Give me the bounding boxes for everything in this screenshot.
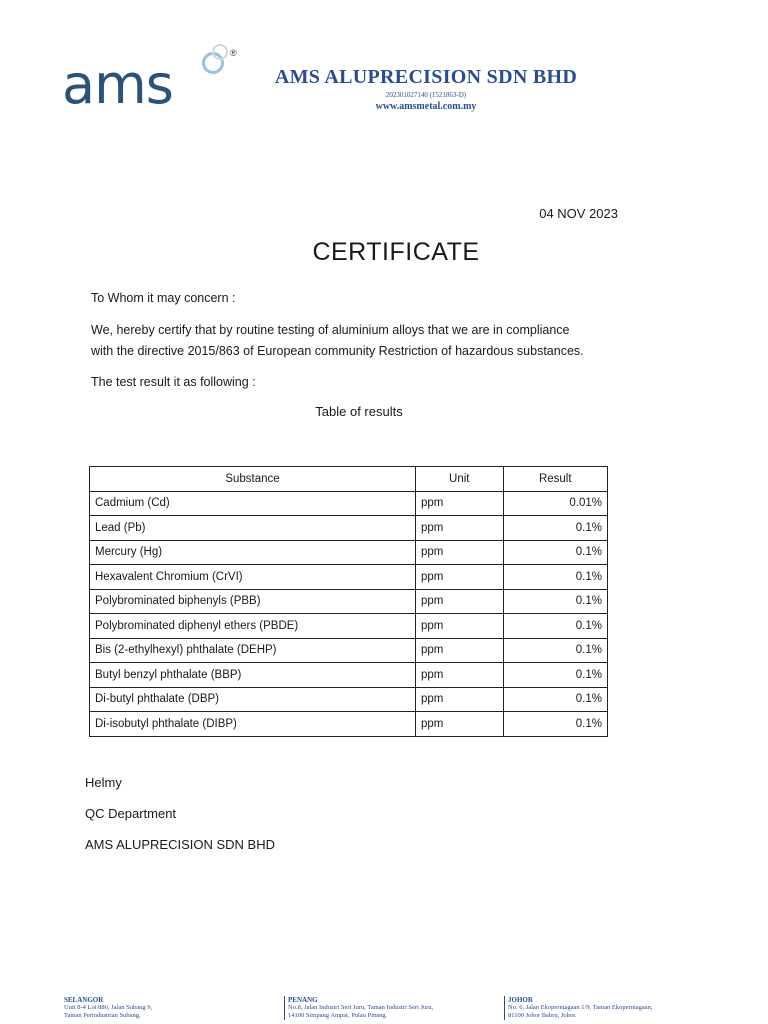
table-row [90, 540, 608, 565]
result-cell: 0.1% [503, 614, 607, 639]
unit-cell: ppm [415, 687, 503, 712]
table-row [90, 663, 608, 688]
company-header [266, 66, 586, 112]
result-cell: 0.01% [503, 491, 607, 516]
footer-branch-name: JOHOR [508, 996, 533, 1004]
table-row [90, 712, 608, 737]
table-row [90, 614, 608, 639]
footer-address-line: No.8, Jalan Industri Seri Juru, Taman Industri Seri Juru, [288, 1004, 434, 1011]
signatory-name: Helmy [85, 775, 122, 790]
header-unit: Unit [415, 467, 503, 492]
footer-address-line: No. 6, Jalan Ekoperniagaan 1/9, Taman Ekoperniagaan, [508, 1004, 653, 1011]
unit-cell: ppm [415, 491, 503, 516]
unit-cell: ppm [415, 565, 503, 590]
table-row [90, 516, 608, 541]
table-row [90, 491, 608, 516]
substance-cell: Lead (Pb) [90, 516, 416, 541]
substance-cell: Polybrominated diphenyl ethers (PBDE) [90, 614, 416, 639]
footer-address-penang [284, 996, 495, 1020]
result-cell: 0.1% [503, 540, 607, 565]
signatory-department: QC Department [85, 806, 177, 821]
table-row [90, 589, 608, 614]
test-intro: The test result it as following : [91, 375, 256, 389]
result-cell: 0.1% [503, 589, 607, 614]
header-result: Result [503, 467, 607, 492]
header-substance: Substance [90, 467, 416, 492]
certification-statement [91, 320, 671, 362]
substance-cell: Butyl benzyl phthalate (BBP) [90, 663, 416, 688]
document-date: 04 NOV 2023 [539, 206, 618, 221]
result-cell: 0.1% [503, 638, 607, 663]
unit-cell: ppm [415, 638, 503, 663]
footer-address-line: 81100 Johor Bahru, Johor. [508, 1012, 577, 1019]
result-cell: 0.1% [503, 687, 607, 712]
substance-cell: Bis (2-ethylhexyl) phthalate (DEHP) [90, 638, 416, 663]
footer-address-johor [504, 996, 715, 1020]
footer-branch-name: PENANG [288, 996, 318, 1004]
footer-address-line: Taman Perindustrian Subang, [64, 1012, 141, 1019]
substance-cell: Di-butyl phthalate (DBP) [90, 687, 416, 712]
statement-line-1: We, hereby certify that by routine testing of aluminium alloys that we are in compliance [91, 323, 570, 337]
unit-cell: ppm [415, 712, 503, 737]
footer-branch-name: SELANGOR [64, 996, 104, 1004]
statement-line-2: with the directive 2015/863 of European community Restriction of hazardous substances. [91, 344, 584, 358]
unit-cell: ppm [415, 589, 503, 614]
logo-ring-small-icon [212, 44, 228, 60]
substance-cell: Cadmium (Cd) [90, 491, 416, 516]
registered-mark: ® [230, 48, 237, 58]
unit-cell: ppm [415, 516, 503, 541]
unit-cell: ppm [415, 614, 503, 639]
substance-cell: Polybrominated biphenyls (PBB) [90, 589, 416, 614]
table-row [90, 565, 608, 590]
result-cell: 0.1% [503, 516, 607, 541]
table-row [90, 638, 608, 663]
result-cell: 0.1% [503, 565, 607, 590]
footer-address-line: Unit 8-4 Lot 886, Jalan Subang 9, [64, 1004, 153, 1011]
table-title: Table of results [315, 404, 403, 419]
document-title: CERTIFICATE [312, 238, 480, 266]
signatory-company: AMS ALUPRECISION SDN BHD [85, 837, 275, 850]
table-row [90, 687, 608, 712]
substance-cell: Mercury (Hg) [90, 540, 416, 565]
results-table [89, 466, 608, 737]
result-cell: 0.1% [503, 712, 607, 737]
footer-addresses [64, 996, 744, 1024]
company-website: www.amsmetal.com.my [375, 101, 477, 112]
logo-wordmark: ams [62, 53, 173, 116]
unit-cell: ppm [415, 540, 503, 565]
substance-cell: Di-isobutyl phthalate (DIBP) [90, 712, 416, 737]
result-cell: 0.1% [503, 663, 607, 688]
table-header-row [90, 467, 608, 492]
footer-address-selangor [64, 996, 274, 1020]
company-logo [62, 48, 242, 118]
footer-address-line: 14100 Simpang Ampat, Pulau Pinang. [288, 1012, 388, 1019]
substance-cell: Hexavalent Chromium (CrVI) [90, 565, 416, 590]
company-name: AMS ALUPRECISION SDN BHD [274, 66, 578, 88]
unit-cell: ppm [415, 663, 503, 688]
company-registration: 202301027140 (1521863-D) [385, 91, 467, 99]
greeting: To Whom it may concern : [91, 291, 236, 305]
